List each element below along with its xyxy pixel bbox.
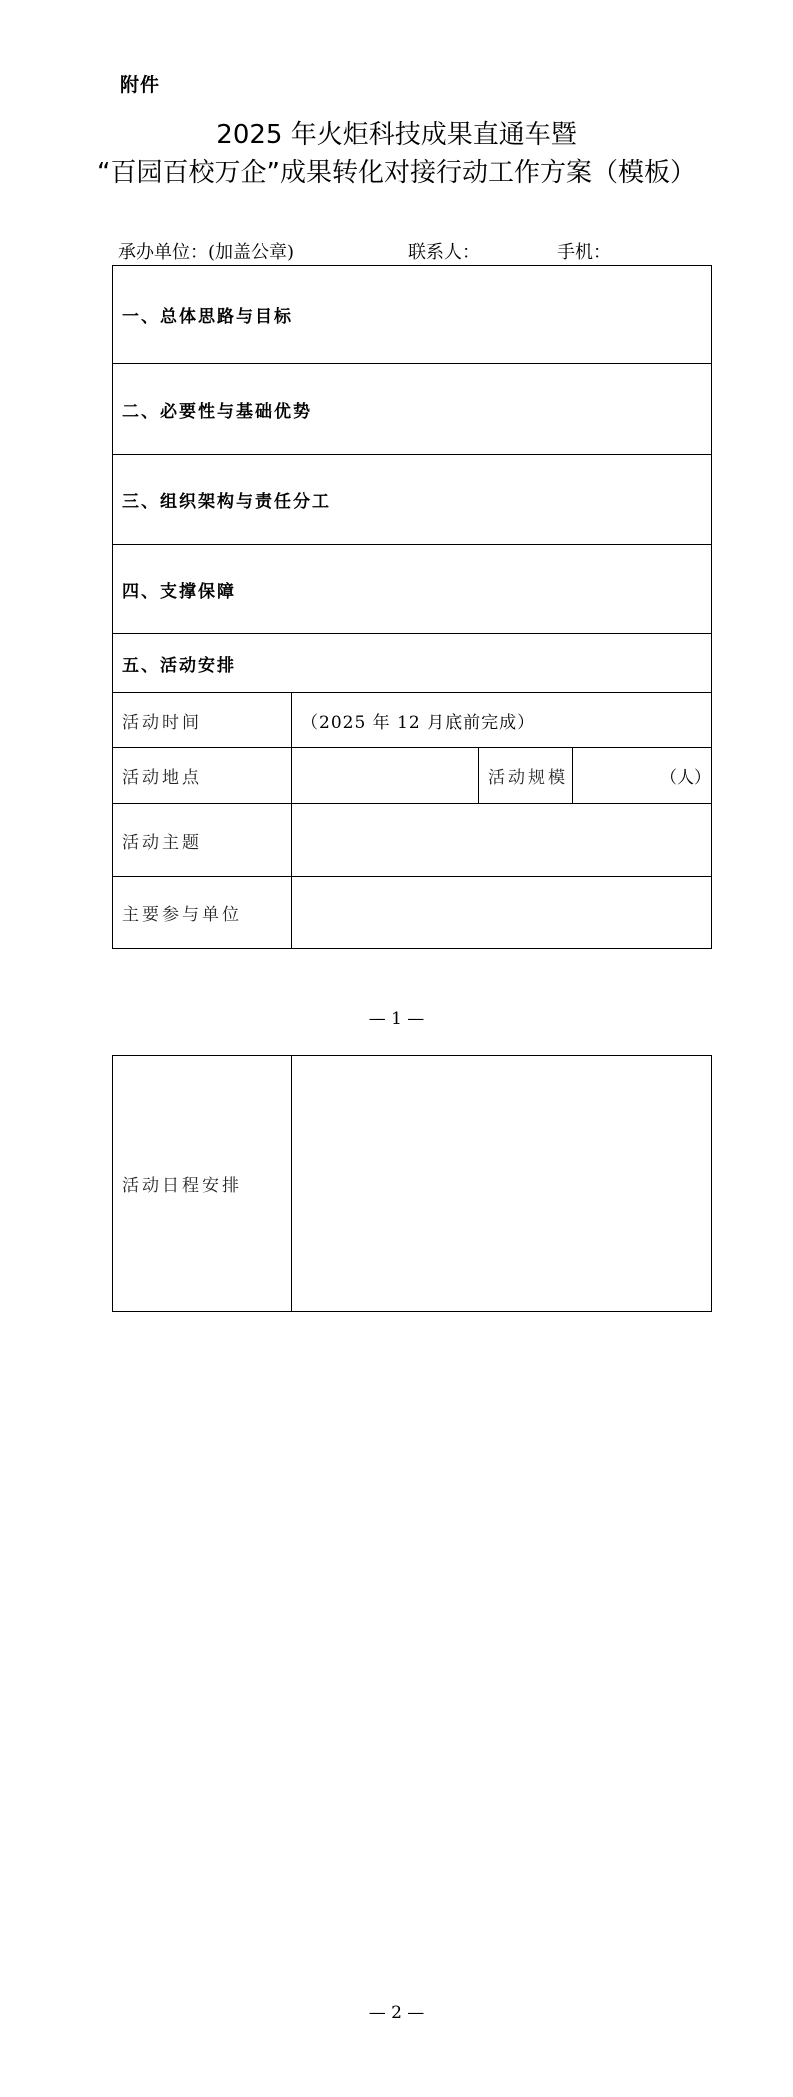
schedule-field[interactable] [292,1056,712,1312]
page-number-2: — 2 — [368,2003,425,2023]
attachment-label: 附件 [120,74,161,96]
schedule-label: 活动日程安排 [113,1056,292,1312]
participants-field[interactable] [292,877,712,949]
activity-location-field[interactable] [292,748,479,804]
section-5: 五、活动安排 [113,634,712,693]
activity-theme-label: 活动主题 [113,804,292,877]
activity-time-value[interactable]: （2025 年 12 月底前完成） [292,693,712,748]
title-line-1: 2025 年火炬科技成果直通车暨 [216,120,577,150]
activity-theme-field[interactable] [292,804,712,877]
activity-scale-field[interactable]: （人） [573,748,712,804]
page-number-1: — 1 — [368,1009,425,1029]
activity-time-label: 活动时间 [113,693,292,748]
phone-label: 手机： [557,242,611,263]
section-2: 二、必要性与基础优势 [113,364,712,455]
schedule-table [112,1055,712,1312]
section-1: 一、总体思路与目标 [113,266,712,364]
plan-form-table [112,265,712,949]
section-3: 三、组织架构与责任分工 [113,455,712,545]
activity-scale-label: 活动规模 [479,748,573,804]
contact-label: 联系人： [408,242,480,263]
participants-label: 主要参与单位 [113,877,292,949]
title-line-2: “百园百校万企”成果转化对接行动工作方案（模板） [97,158,696,188]
activity-location-label: 活动地点 [113,748,292,804]
section-4: 四、支撑保障 [113,545,712,634]
organizer-label: 承办单位：(加盖公章) [118,242,295,263]
